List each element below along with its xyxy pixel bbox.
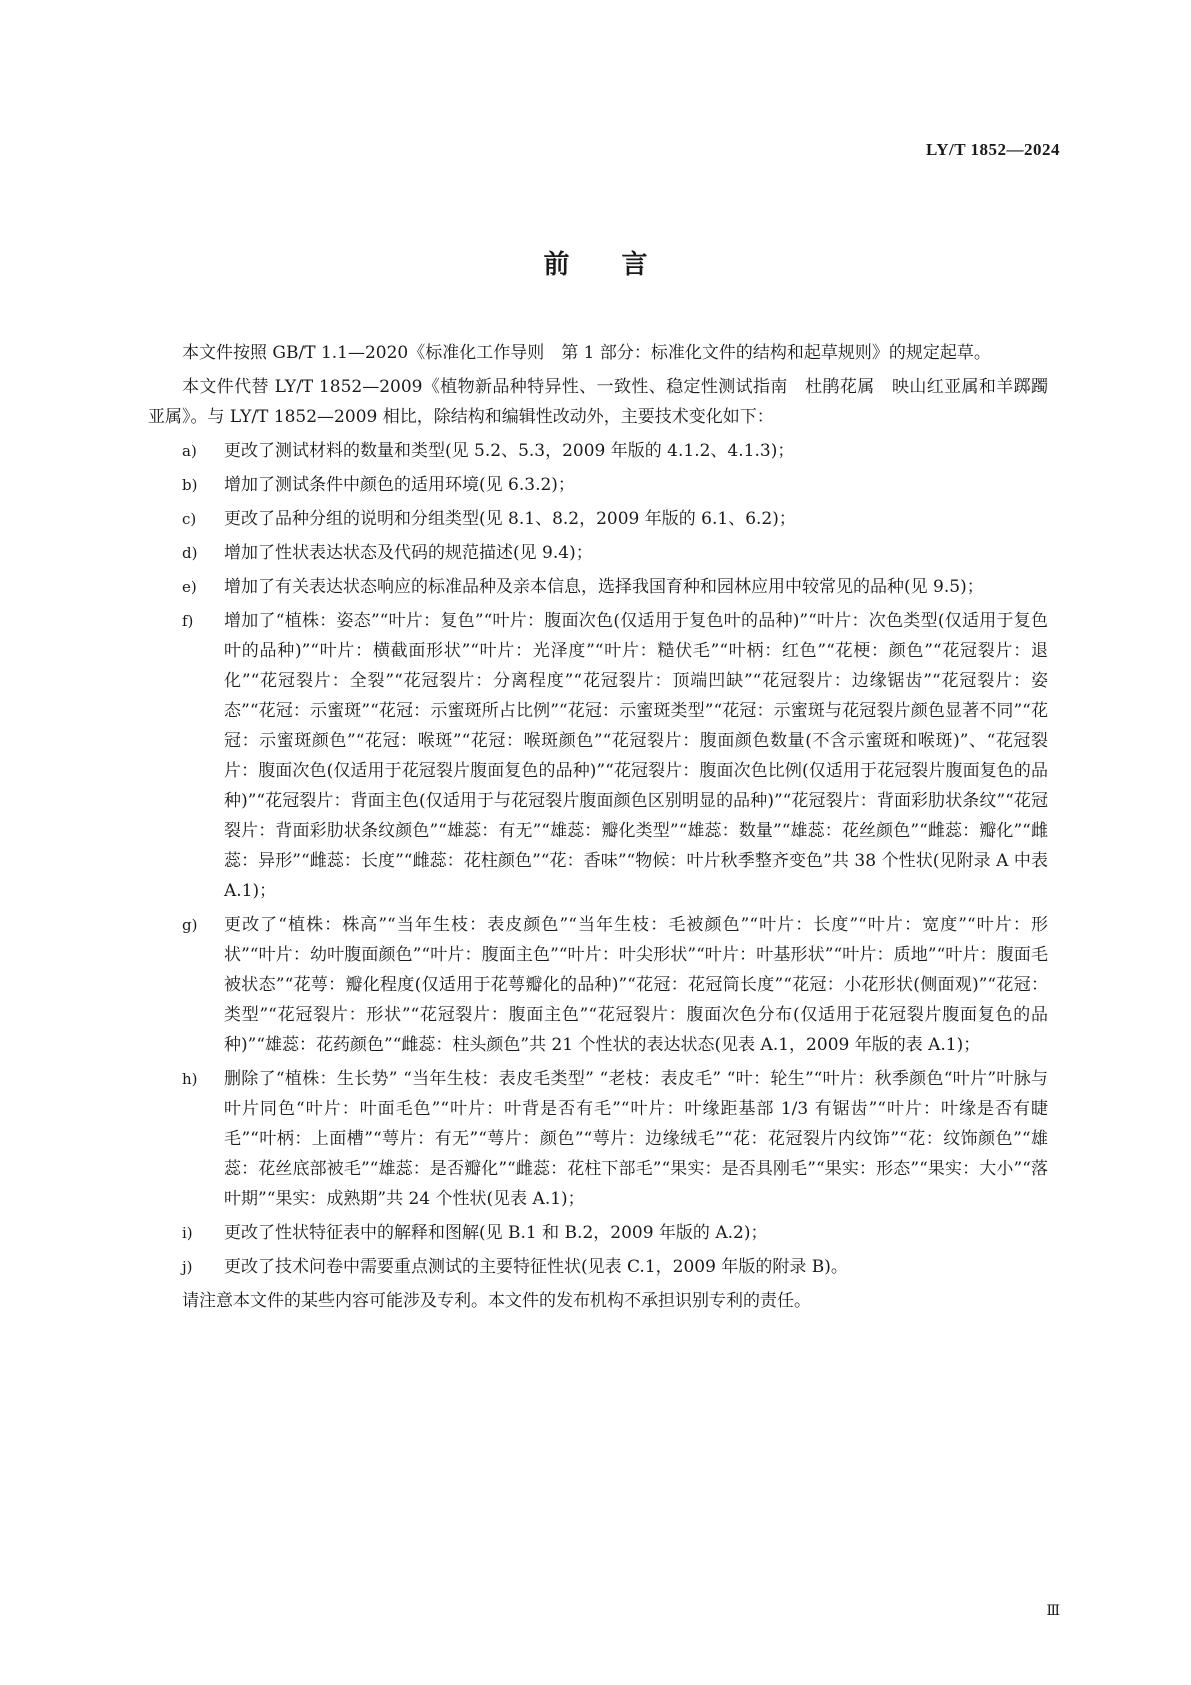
list-item-text: 更改了性状特征表中的解释和图解(见 B.1 和 B.2，2009 年版的 A.2)； <box>224 1223 768 1243</box>
list-item-text: 更改了技术问卷中需要重点测试的主要特征性状(见表 C.1，2009 年版的附录 B)。 <box>224 1257 848 1277</box>
list-item-label: i) <box>182 1224 193 1242</box>
standard-code: LY/T 1852—2024 <box>925 140 1060 159</box>
list-item <box>148 470 1048 500</box>
list-item-label: h) <box>182 1070 198 1088</box>
patent-notice: 请注意本文件的某些内容可能涉及专利。本文件的发布机构不承担识别专利的责任。 <box>182 1291 811 1311</box>
list-item-label: j) <box>182 1258 193 1276</box>
list-item-text: 增加了测试条件中颜色的适用环境(见 6.3.2)； <box>224 475 575 495</box>
list-item-text: 删除了“植株：生长势” “当年生枝：表皮毛类型” “老枝：表皮毛” “叶：轮生”“叶片：秋季颜色“叶片”叶脉与叶片同色“叶片：叶面毛色”“叶片：叶背是否有毛”“叶片：叶缘距基部 1/3 有锯齿”“叶片：叶缘是否有睫毛”“叶柄：上面槽”“萼片：有无”“萼片：颜色”“萼片：边缘绒毛”“花：花冠裂片内纹饰”“花：纹饰颜色”“雄蕊：花丝底部被毛”“雄蕊：是否瓣化”“雌蕊：花柱下部毛”“果实：是否具刚毛”“果实：形态”“果实：大小”“落叶期”“果实：成熟期”共 24 个性状(见表 A.1)； <box>224 1069 1048 1209</box>
list-item-text: 增加了性状表达状态及代码的规范描述(见 9.4)； <box>224 543 593 563</box>
paragraph-replacement-note: 本文件代替 LY/T 1852—2009《植物新品种特异性、一致性、稳定性测试指南 杜鹃花属 映山红亚属和羊踯躅亚属》。与 LY/T 1852—2009 相比，除结构和编辑性改动外，主要技术变化如下： <box>148 377 1048 427</box>
document-body <box>148 338 1048 1320</box>
list-item <box>148 504 1048 534</box>
list-item-text: 更改了测试材料的数量和类型(见 5.2、5.3，2009 年版的 4.1.2、4.1.3)； <box>224 441 795 461</box>
list-item <box>148 538 1048 568</box>
list-item-text: 更改了“植株：株高”“当年生枝：表皮颜色”“当年生枝：毛被颜色”“叶片：长度”“叶片：宽度”“叶片：形状”“叶片：幼叶腹面颜色”“叶片：腹面主色”“叶片：叶尖形状”“叶片：叶基形状”“叶片：质地”“叶片：腹面毛被状态”“花萼：瓣化程度(仅适用于花萼瓣化的品种)”“花冠：花冠筒长度”“花冠：小花形状(侧面观)”“花冠：类型”“花冠裂片：形状”“花冠裂片：腹面主色”“花冠裂片：腹面次色分布(仅适用于花冠裂片腹面复色的品种)”“雄蕊：花药颜色”“雌蕊：柱头颜色”共 21 个性状的表达状态(见表 A.1，2009 年版的表 A.1)； <box>224 915 1048 1055</box>
list-item-text: 增加了“植株：姿态”“叶片：复色”“叶片：腹面次色(仅适用于复色叶的品种)”“叶片：次色类型(仅适用于复色叶的品种)”“叶片：横截面形状”“叶片：光泽度”“叶片：糙伏毛”“叶柄：红色”“花梗：颜色”“花冠裂片：退化”“花冠裂片：全裂”“花冠裂片：分离程度”“花冠裂片：顶端凹缺”“花冠裂片：边缘锯齿”“花冠裂片：姿态”“花冠：示蜜斑”“花冠：示蜜斑所占比例”“花冠：示蜜斑类型”“花冠：示蜜斑与花冠裂片颜色显著不同”“花冠：示蜜斑颜色”“花冠：喉斑”“花冠：喉斑颜色”“花冠裂片：腹面颜色数量(不含示蜜斑和喉斑)”、“花冠裂片：腹面次色(仅适用于花冠裂片腹面复色的品种)”“花冠裂片：腹面次色比例(仅适用于花冠裂片腹面复色的品种)”“花冠裂片：背面主色(仅适用于与花冠裂片腹面颜色区别明显的品种)”“花冠裂片：背面彩肋状条纹”“花冠裂片：背面彩肋状条纹颜色”“雄蕊：有无”“雄蕊：瓣化类型”“雄蕊：数量”“雄蕊：花丝颜色”“雌蕊：瓣化”“雌蕊：异形”“雌蕊：长度”“雌蕊：花柱颜色”“花：香味”“物候：叶片秋季整齐变色”共 38 个性状(见附录 A 中表 A.1)； <box>224 611 1048 901</box>
list-item-label: a) <box>182 442 197 460</box>
list-item-label: b) <box>182 476 198 494</box>
changes-list <box>148 436 1048 1282</box>
list-item <box>148 910 1048 1060</box>
list-item-text: 更改了品种分组的说明和分组类型(见 8.1、8.2，2009 年版的 6.1、6.2)； <box>224 509 796 529</box>
list-item <box>148 1064 1048 1214</box>
list-item <box>148 1252 1048 1282</box>
list-item <box>148 606 1048 906</box>
list-item-label: f) <box>182 612 194 630</box>
page-title: 前言 <box>543 250 700 280</box>
list-item-label: e) <box>182 578 197 596</box>
list-item <box>148 1218 1048 1248</box>
paragraph-drafting-basis: 本文件按照 GB/T 1.1—2020《标准化工作导则 第 1 部分：标准化文件的结构和起草规则》的规定起草。 <box>182 343 991 363</box>
list-item-label: d) <box>182 544 198 562</box>
page-number: Ⅲ <box>1046 1603 1060 1619</box>
list-item <box>148 572 1048 602</box>
list-item-label: g) <box>182 916 198 934</box>
list-item <box>148 436 1048 466</box>
list-item-text: 增加了有关表达状态响应的标准品种及亲本信息，选择我国育种和园林应用中较常见的品种(见 9.5)； <box>224 577 984 597</box>
list-item-label: c) <box>182 510 197 528</box>
